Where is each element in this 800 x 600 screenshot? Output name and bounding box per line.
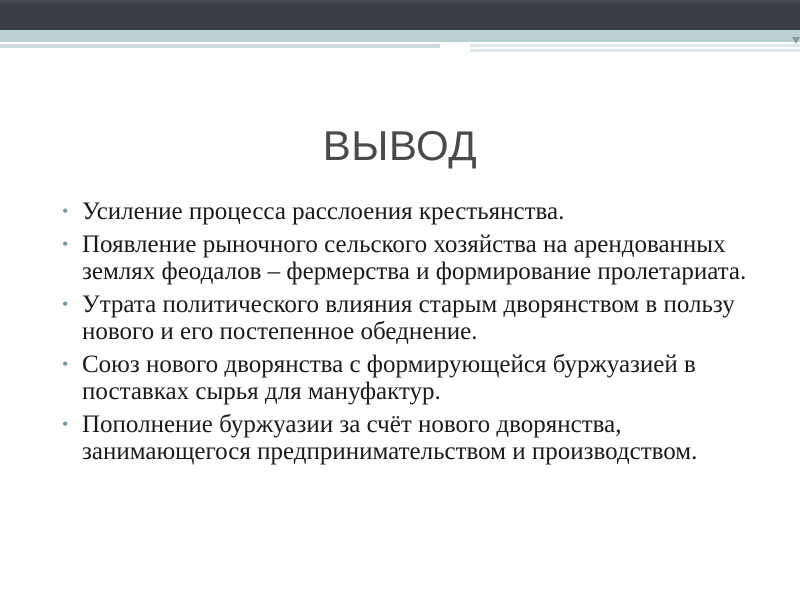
bullet-icon: • (62, 234, 69, 254)
bullet-icon: • (62, 201, 69, 221)
header-band-shine (0, 0, 800, 6)
bullet-item (60, 351, 760, 405)
decorative-line (470, 44, 800, 47)
bullet-text: Пополнение буржуазии за счёт нового дворянства, занимающегося предпринимательством и производством. (82, 411, 698, 465)
bullet-text: Союз нового дворянства с формирующейся буржуазией в поставках сырья для мануфактур. (82, 351, 696, 405)
triangle-marker-icon (792, 37, 800, 44)
bullet-text: Появление рыночного сельского хозяйства на арендованных землях феодалов – фермерства и формирование пролетариата. (82, 231, 747, 285)
bullet-list (60, 198, 760, 471)
bullet-text: Утрата политического влияния старым дворянством в пользу нового и его постепенное обеднение. (82, 291, 735, 345)
decorative-line (0, 44, 440, 48)
bullet-text: Усиление процесса расслоения крестьянства. (82, 198, 565, 225)
bullet-item (60, 231, 760, 285)
bullet-item (60, 411, 760, 465)
bullet-item (60, 198, 760, 225)
header-accent-band (0, 30, 800, 42)
bullet-icon: • (62, 294, 69, 314)
bullet-item (60, 291, 760, 345)
bullet-icon: • (62, 354, 69, 374)
bullet-icon: • (62, 414, 69, 434)
decorative-line (470, 49, 800, 52)
slide-title: ВЫВОД (322, 122, 478, 169)
